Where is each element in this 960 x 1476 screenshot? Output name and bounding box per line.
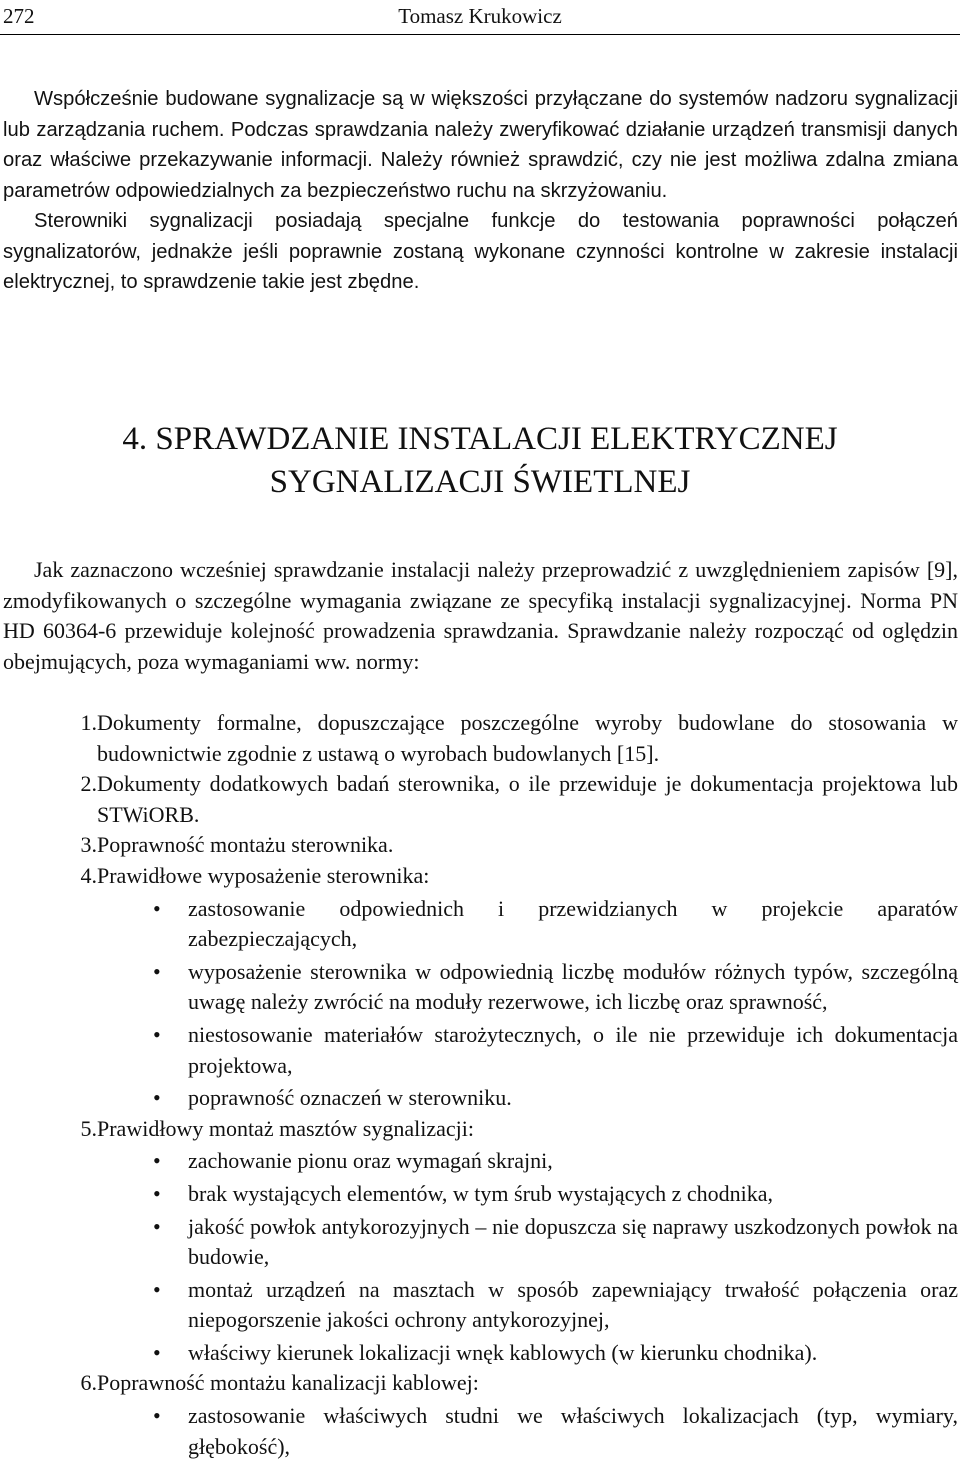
bullet-icon: • (153, 1180, 161, 1206)
bullet-icon: • (153, 958, 161, 984)
list-item-text: Dokumenty formalne, dopuszczające poszczególne wyroby budowlane do stosowania w budownictwie zgodnie z ustawą o wyrobach budowlanych [15]. (97, 710, 958, 766)
section-paragraph: Jak zaznaczono wcześniej sprawdzanie instalacji należy przeprowadzić z uwzględnieniem zapisów [9], zmodyfikowanych o szczególne wymagania związane ze specyfiką instalacji sygnalizacyjnej. Norma PN HD 60364-6 przewiduje kolejność prowadzenia sprawdzania. Sprawdzanie należy rozpocząć od oględzin obejmujących, poza wymaganiami ww. normy: (3, 557, 958, 674)
list-item-number: 2. (80, 771, 97, 797)
header-rule (0, 34, 960, 35)
bullet-icon: • (153, 1213, 161, 1239)
section-title-line-1: 4. SPRAWDZANIE INSTALACJI ELEKTRYCZNEJ (122, 421, 838, 457)
bullet-icon: • (153, 1085, 161, 1111)
bullet-icon: • (153, 1276, 161, 1302)
list-item-number: 6. (80, 1370, 97, 1396)
list-item-text: Prawidłowe wyposażenie sterownika: (97, 862, 430, 888)
bullet-item (3, 1401, 958, 1462)
bullet-list (3, 1146, 958, 1368)
bullet-item (3, 1275, 958, 1336)
list-item-number: 4. (80, 862, 97, 888)
bullet-icon: • (153, 1339, 161, 1365)
list-item-number: 3. (80, 832, 97, 858)
bullet-item (3, 1338, 958, 1369)
list-item-text: Poprawność montażu kanalizacji kablowej: (97, 1370, 479, 1396)
running-header-author: Tomasz Krukowicz (398, 4, 562, 28)
bullet-item (3, 1083, 958, 1114)
list-item-number: 1. (80, 710, 97, 735)
list-item (3, 769, 958, 830)
list-item-text: Dokumenty dodatkowych badań sterownika, o ile przewiduje je dokumentacja projektowa lub STWiORB. (97, 771, 958, 827)
page-number: 272 (3, 4, 35, 28)
list-item-text: Poprawność montażu sterownika. (97, 832, 394, 858)
bullet-text: poprawność oznaczeń w sterowniku. (188, 1085, 512, 1111)
bullet-text: zastosowanie odpowiednich i przewidzianych w projekcie aparatów zabezpieczających, (188, 895, 958, 952)
page-header (0, 0, 960, 36)
bullet-list (3, 894, 958, 1114)
bullet-icon: • (153, 1403, 161, 1429)
bullet-list (3, 1401, 958, 1462)
list-item (3, 830, 958, 861)
intro-paragraph-1: Współcześnie budowane sygnalizacje są w większości przyłączane do systemów nadzoru sygnalizacji lub zarządzania ruchem. Podczas sprawdzania należy zweryfikować działanie urządzeń transmisji danych oraz właściwe przekazywanie informacji. Należy również sprawdzić, czy nie jest możliwa zdalna zmiana parametrów odpowiedzialnych za bezpieczeństwo ruchu na skrzyżowaniu. (3, 88, 958, 202)
intro-paragraph-2: Sterowniki sygnalizacji posiadają specjalne funkcje do testowania poprawności połączeń sygnalizatorów, jednakże jeśli poprawnie zostaną wykonane czynności kontrolne w zakresie instalacji elektrycznej, to sprawdzenie takie jest zbędne. (3, 210, 958, 293)
bullet-icon: • (153, 1148, 161, 1174)
bullet-text: wyposażenie sterownika w odpowiednią liczbę modułów różnych typów, szczególną uwagę należy zwrócić na moduły rezerwowe, ich liczbę oraz sprawność, (188, 958, 958, 1015)
bullet-item (3, 894, 958, 955)
list-item (3, 708, 958, 769)
bullet-item (3, 1212, 958, 1273)
inspection-list (3, 708, 958, 1462)
bullet-item (3, 1179, 958, 1210)
section-title-line-2: SYGNALIZACJI ŚWIETLNEJ (269, 464, 691, 500)
bullet-text: brak wystających elementów, w tym śrub wystających z chodnika, (188, 1180, 774, 1206)
list-item (3, 1114, 958, 1145)
list-item-text: Prawidłowy montaż masztów sygnalizacji: (97, 1115, 474, 1141)
bullet-text: zastosowanie właściwych studni we właściwych lokalizacjach (typ, wymiary, głębokość), (188, 1403, 958, 1459)
list-item-number: 5. (80, 1115, 97, 1141)
bullet-text: montaż urządzeń na masztach w sposób zapewniający trwałość połączenia oraz niepogorszenie jakości ochrony antykorozyjnej, (188, 1276, 958, 1333)
list-item (3, 1368, 958, 1399)
section-title (0, 418, 960, 504)
section-paragraph-block (3, 555, 958, 677)
list-item (3, 861, 958, 892)
bullet-text: jakość powłok antykorozyjnych – nie dopuszcza się naprawy uszkodzonych powłok na budowie, (188, 1213, 958, 1270)
bullet-item (3, 1020, 958, 1081)
bullet-icon: • (153, 1021, 161, 1047)
bullet-icon: • (153, 895, 161, 921)
intro-text (3, 84, 958, 298)
bullet-text: właściwy kierunek lokalizacji wnęk kablowych (w kierunku chodnika). (188, 1339, 818, 1365)
bullet-text: zachowanie pionu oraz wymagań skrajni, (188, 1148, 553, 1174)
bullet-item (3, 1146, 958, 1177)
bullet-text: niestosowanie materiałów starożytecznych, o ile nie przewiduje ich dokumentacja projektowa, (188, 1021, 958, 1078)
bullet-item (3, 957, 958, 1018)
